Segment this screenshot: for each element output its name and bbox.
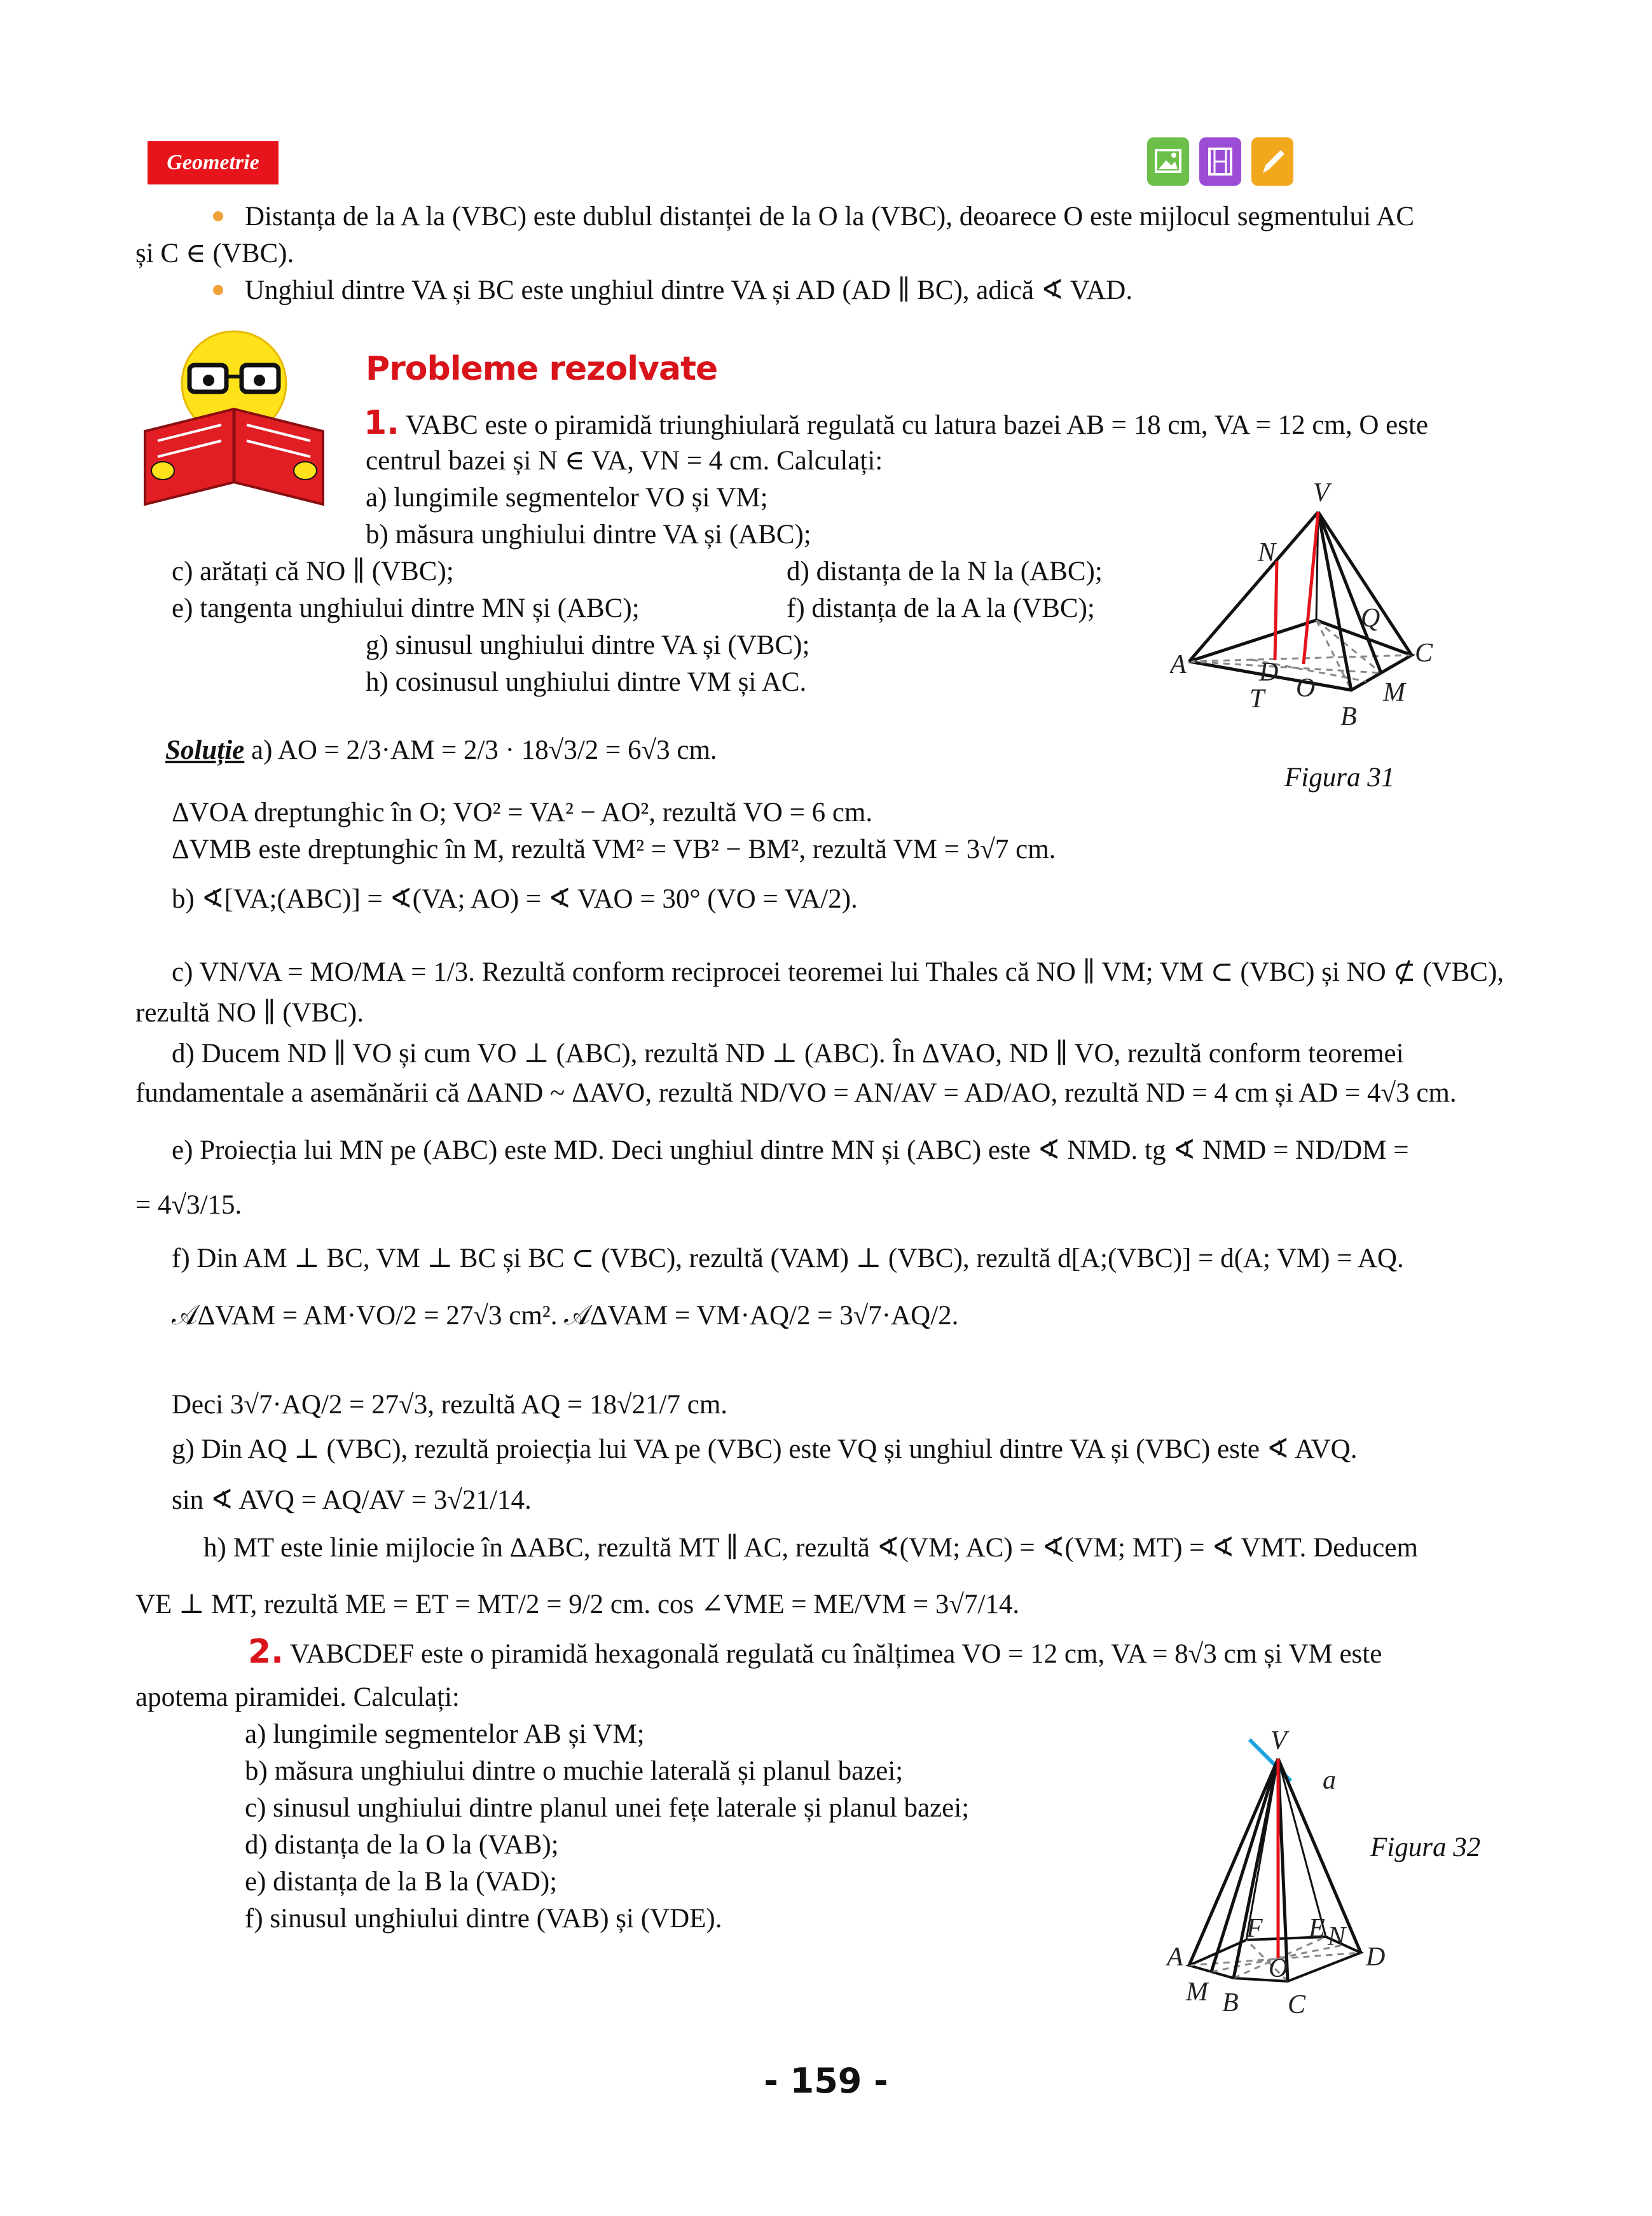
solution-line: ΔVMB este dreptunghic în M, rezultă VM² = VB² − BM², rezultă VM = 3√7 cm.: [172, 834, 1056, 864]
vertex-label: T: [1249, 684, 1265, 714]
problem-1-item-h: h) cosinusul unghiului dintre VM și AC.: [366, 667, 807, 697]
problem-2-item: e) distanța de la B la (VAD);: [245, 1867, 558, 1897]
problem-1-intro: 1. VABC este o piramidă triunghiulară regulată cu latura bazei AB = 18 cm, VA = 12 cm, O este: [364, 404, 1429, 442]
vertex-label: N: [1328, 1922, 1346, 1951]
solution-line: rezultă NO ∥ (VBC).: [135, 998, 364, 1028]
vertex-label: C: [1288, 1990, 1306, 2019]
bullet-continuation: și C ∈ (VBC).: [135, 239, 294, 268]
film-icon[interactable]: [1199, 137, 1241, 186]
vertex-label: a: [1323, 1766, 1336, 1795]
figure-31-caption: Figura 31: [1284, 763, 1395, 793]
bullet-item: Distanța de la A la (VBC) este dublul distanței de la O la (VBC), deoarece O este mijlocul segmentului AC: [213, 198, 1414, 235]
vertex-label: O: [1269, 1954, 1288, 1983]
solution-line: Deci 3√7·AQ/2 = 27√3, rezultă AQ = 18√21/7 cm.: [172, 1390, 728, 1420]
problem-2-item: b) măsura unghiului dintre o muchie laterală și planul bazei;: [245, 1756, 904, 1786]
vertex-label: V: [1270, 1726, 1287, 1755]
problem-number: 1.: [364, 404, 399, 442]
problem-2-intro: 2. VABCDEF este o piramidă hexagonală regulată cu înălțimea VO = 12 cm, VA = 8√3 cm și VM este: [248, 1633, 1382, 1671]
vertex-label: A: [1167, 1942, 1183, 1972]
edit-pencil-icon[interactable]: [1251, 137, 1293, 186]
solution-line-f: f) Din AM ⊥ BC, VM ⊥ BC și BC ⊂ (VBC), rezultă (VAM) ⊥ (VBC), rezultă d[A;(VBC)] = d(A; VM) = AQ.: [172, 1243, 1404, 1273]
vertex-label: B: [1340, 702, 1357, 731]
solution-line-d: d) Ducem ND ∥ VO și cum VO ⊥ (ABC), rezultă ND ⊥ (ABC). În ΔVAO, ND ∥ VO, rezultă conform teoremei: [172, 1039, 1404, 1069]
vertex-label: C: [1415, 639, 1433, 668]
vertex-label: E: [1309, 1914, 1325, 1943]
problem-1-item-g: g) sinusul unghiului dintre VA și (VBC);: [366, 630, 810, 660]
problem-1-item-c: c) arătați că NO ∥ (VBC);: [172, 557, 454, 586]
solution-line: ΔVOA dreptunghic în O; VO² = VA² − AO², rezultă VO = 6 cm.: [172, 798, 873, 828]
solution-line-c: c) VN/VA = MO/MA = 1/3. Rezultă conform reciprocei teoremei lui Thales că NO ∥ VM; VM ⊂ (VBC) și NO ⊄ (VBC),: [172, 957, 1504, 987]
solution-line: fundamentale a asemănării că ΔAND ~ ΔAVO, rezultă ND/VO = AN/AV = AD/AO, rezultă ND = 4 cm și AD = 4√3 cm.: [135, 1078, 1457, 1108]
solution-line-h: h) MT este linie mijlocie în ΔABC, rezultă MT ∥ AC, rezultă ∢(VM; AC) = ∢(VM; MT) = ∢ VMT. Deducem: [203, 1533, 1418, 1563]
section-title: Probleme rezolvate: [366, 350, 718, 388]
problem-1-intro-continued: centrul bazei și N ∈ VA, VN = 4 cm. Calculați:: [366, 446, 883, 476]
problem-2-item: f) sinusul unghiului dintre (VAB) și (VDE).: [245, 1904, 722, 1934]
problem-2-intro-continued: apotema piramidei. Calculați:: [135, 1682, 460, 1712]
vertex-label: D: [1366, 1942, 1386, 1972]
figure-32-caption: Figura 32: [1370, 1832, 1481, 1862]
vertex-label: M: [1186, 1977, 1208, 2007]
vertex-label: D: [1259, 658, 1279, 687]
bullet-dot: [213, 211, 223, 221]
image-icon[interactable]: [1147, 137, 1189, 186]
problem-1-item-f: f) distanța de la A la (VBC);: [787, 593, 1095, 623]
figure-32-hexagonal-pyramid: [1164, 1717, 1443, 2048]
vertex-label: O: [1296, 674, 1316, 703]
problem-number: 2.: [248, 1633, 284, 1671]
bullet-item: Unghiul dintre VA și BC este unghiul dintre VA și AD (AD ∥ BC), adică ∢ VAD.: [213, 272, 1132, 309]
solution-line-e: e) Proiecția lui MN pe (ABC) este MD. Deci unghiul dintre MN și (ABC) este ∢ NMD. tg ∢ NMD = ND/DM =: [172, 1135, 1409, 1165]
section-tag: Geometrie: [148, 141, 279, 184]
problem-2-item: d) distanța de la O la (VAB);: [245, 1830, 559, 1860]
solution-line: sin ∢ AVQ = AQ/AV = 3√21/14.: [172, 1485, 532, 1515]
problem-1-item-d: d) distanța de la N la (ABC);: [787, 557, 1103, 586]
vertex-label: A: [1170, 650, 1187, 679]
problem-1-item-a: a) lungimile segmentelor VO și VM;: [366, 483, 768, 513]
solution-line: = 4√3/15.: [135, 1190, 242, 1220]
solution-line-b: b) ∢[VA;(ABC)] = ∢(VA; AO) = ∢ VAO = 30° (VO = VA/2).: [172, 884, 858, 914]
figure-31-pyramid: [1170, 471, 1450, 751]
solution-line: 𝒜ΔVAM = AM·VO/2 = 27√3 cm². 𝒜ΔVAM = VM·AQ/2 = 3√7·AQ/2.: [172, 1301, 959, 1331]
solution-line-g: g) Din AQ ⊥ (VBC), rezultă proiecția lui VA pe (VBC) este VQ și unghiul dintre VA și (VBC) este ∢ AVQ.: [172, 1434, 1358, 1464]
vertex-label: N: [1258, 538, 1276, 567]
bullet-dot: [213, 285, 223, 295]
solution-label: Soluție: [165, 735, 245, 765]
vertex-label: M: [1383, 678, 1405, 707]
page-number: - 159 -: [764, 2061, 888, 2101]
reading-character-illustration: [139, 323, 329, 514]
vertex-label: Q: [1361, 604, 1380, 633]
vertex-label: B: [1222, 1988, 1239, 2018]
problem-1-item-b: b) măsura unghiului dintre VA și (ABC);: [366, 520, 811, 550]
problem-1-item-e: e) tangenta unghiului dintre MN și (ABC);: [172, 593, 640, 623]
solution-line: VE ⊥ MT, rezultă ME = ET = MT/2 = 9/2 cm. cos ∠VME = ME/VM = 3√7/14.: [135, 1589, 1020, 1619]
problem-2-item: a) lungimile segmentelor AB și VM;: [245, 1719, 645, 1749]
solution-line-a: Soluție a) AO = 2/3·AM = 2/3 · 18√3/2 = 6√3 cm.: [165, 735, 717, 765]
problem-2-item: c) sinusul unghiului dintre planul unei fețe laterale și planul bazei;: [245, 1793, 970, 1823]
vertex-label: F: [1246, 1914, 1263, 1943]
vertex-label: V: [1313, 478, 1330, 508]
